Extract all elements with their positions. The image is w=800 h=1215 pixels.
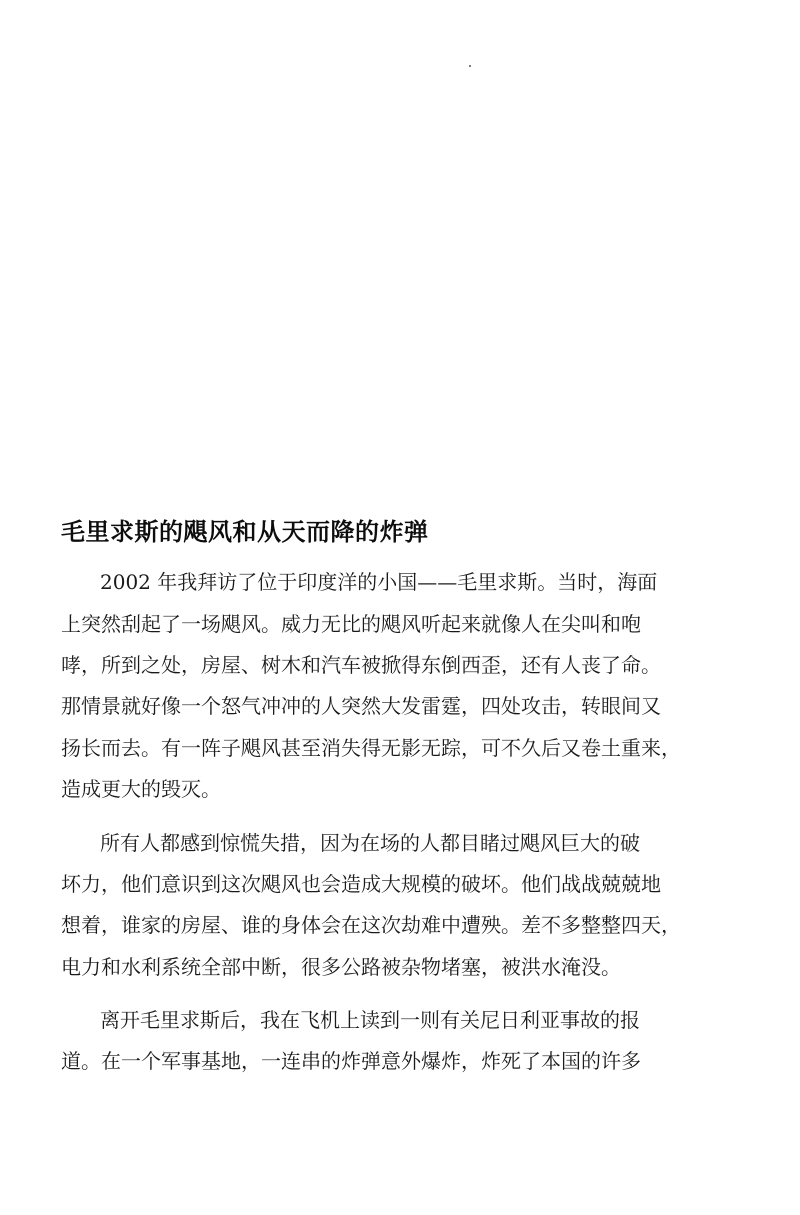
text-line: 造成更大的毁灭。 bbox=[61, 777, 221, 801]
text-line: 扬长而去。有一阵子飓风甚至消失得无影无踪，可不久后又卷土重来， bbox=[61, 736, 681, 760]
section-heading: 毛里求斯的飓风和从天而降的炸弹 bbox=[61, 518, 429, 546]
text-line: 道。在一个军事基地，一连串的炸弹意外爆炸，炸死了本国的许多 bbox=[61, 1049, 641, 1073]
text-line: 电力和水利系统全部中断，很多公路被杂物堵塞，被洪水淹没。 bbox=[61, 955, 621, 979]
text-line: 离开毛里求斯后，我在飞机上读到一则有关尼日利亚事故的报 bbox=[100, 1008, 640, 1032]
text-line: 上突然刮起了一场飓风。威力无比的飓风听起来就像人在尖叫和咆 bbox=[61, 612, 641, 636]
print-speck bbox=[469, 65, 471, 67]
text-line: 那情景就好像一个怒气冲冲的人突然大发雷霆，四处攻击，转眼间又 bbox=[61, 694, 661, 718]
text-line: 哮，所到之处，房屋、树木和汽车被掀得东倒西歪，还有人丧了命。 bbox=[61, 653, 661, 677]
text-line: 2002 年我拜访了位于印度洋的小国——毛里求斯。当时，海面 bbox=[100, 570, 658, 594]
text-line: 所有人都感到惊慌失措，因为在场的人都目睹过飓风巨大的破 bbox=[100, 831, 640, 855]
text-line: 坏力，他们意识到这次飓风也会造成大规模的破坏。他们战战兢兢地 bbox=[61, 872, 661, 896]
text-line: 想着，谁家的房屋、谁的身体会在这次劫难中遭殃。差不多整整四天， bbox=[61, 913, 681, 937]
